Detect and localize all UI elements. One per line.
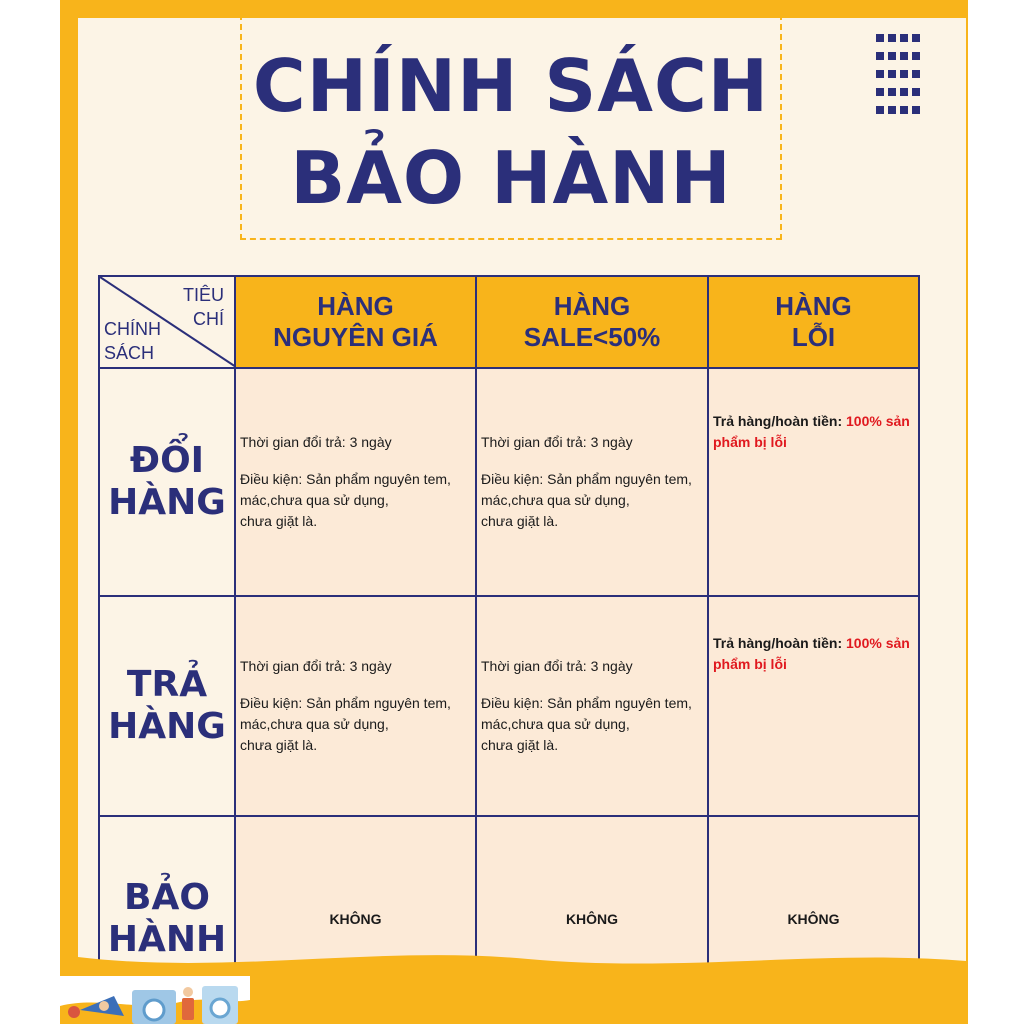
grid-dot [912,52,920,60]
grid-dot [912,34,920,42]
grid-dot [900,70,908,78]
corner-cell [99,276,235,368]
cell-return-full-price: Thời gian đổi trả: 3 ngày Điều kiện: Sản phẩm nguyên tem, mác,chưa qua sử dụng, chưa giặt là. [235,596,476,816]
cell-exchange-full-price: Thời gian đổi trả: 3 ngày Điều kiện: Sản phẩm nguyên tem, mác,chưa qua sử dụng, chưa giặt là. [235,368,476,596]
dot-grid-decoration-icon [876,34,918,122]
cell-warranty-full-price: KHÔNG [235,816,476,1022]
cell-return-defect: Trả hàng/hoàn tiền: 100% sản phẩm bị lỗi [708,596,919,816]
grid-dot [876,52,884,60]
policy-table [98,275,920,1023]
grid-dot [876,88,884,96]
grid-dot [900,106,908,114]
grid-dot [876,34,884,42]
grid-dot [876,106,884,114]
row-label-exchange: ĐỔI HÀNG [99,368,235,596]
grid-dot [888,88,896,96]
grid-dot [900,52,908,60]
grid-dot [912,106,920,114]
criteria-label: TIÊU CHÍ [182,285,224,329]
page-title-line2: BẢO HÀNH [290,136,732,220]
cell-exchange-sale: Thời gian đổi trả: 3 ngày Điều kiện: Sản phẩm nguyên tem, mác,chưa qua sử dụng, chưa giặt là. [476,368,708,596]
page-title-line1: CHÍNH SÁCH [252,44,770,128]
grid-dot [876,70,884,78]
cell-exchange-defect: Trả hàng/hoàn tiền: 100% sản phẩm bị lỗi [708,368,919,596]
grid-dot [912,88,920,96]
table-row-exchange [99,368,919,596]
row-label-warranty: BẢO HÀNH [99,816,235,1022]
grid-dot [888,70,896,78]
cell-warranty-sale: KHÔNG [476,816,708,1022]
grid-dot [888,52,896,60]
cell-warranty-defect: KHÔNG [708,816,919,1022]
grid-dot [900,34,908,42]
grid-dot [888,106,896,114]
grid-dot [888,34,896,42]
row-label-return: TRẢ HÀNG [99,596,235,816]
column-header-sale: HÀNG SALE<50% [476,276,708,368]
column-header-defect: HÀNG LỖI [708,276,919,368]
laundry-illustration-icon [60,976,250,1024]
grid-dot [912,70,920,78]
table-row-return [99,596,919,816]
column-header-full-price: HÀNG NGUYÊN GIÁ [235,276,476,368]
cell-return-sale: Thời gian đổi trả: 3 ngày Điều kiện: Sản phẩm nguyên tem, mác,chưa qua sử dụng, chưa giặt là. [476,596,708,816]
policy-label: CHÍNH SÁCH [104,319,161,363]
header-row [99,276,919,368]
grid-dot [900,88,908,96]
